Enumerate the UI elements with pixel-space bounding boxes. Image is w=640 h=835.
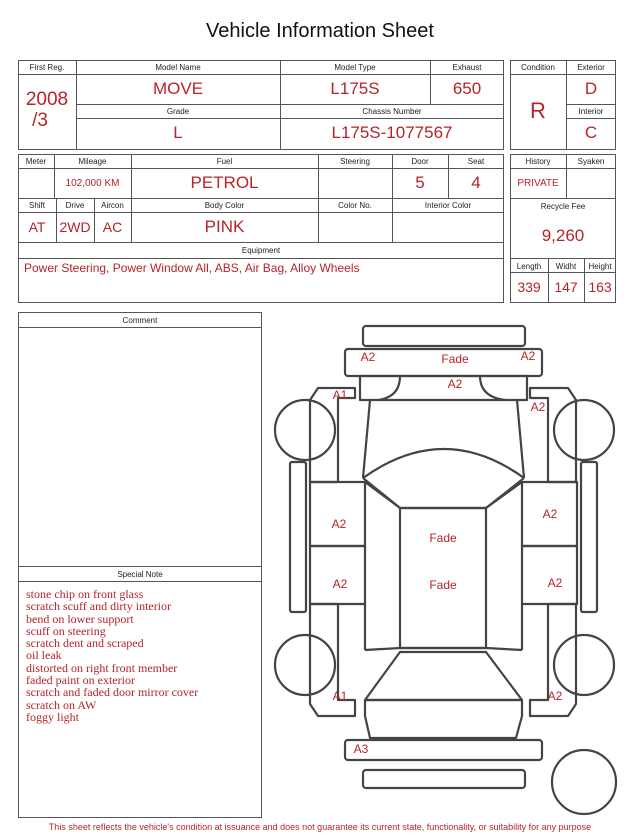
mark-roof-rear: Fade	[429, 578, 457, 592]
equipment-label: Equipment	[241, 246, 281, 255]
condition-value: R	[530, 98, 546, 123]
right-front-wheel	[554, 400, 614, 460]
fuel-label: Fuel	[216, 157, 233, 166]
comment-label: Comment	[122, 316, 158, 325]
mark-front-bumper-left: A2	[360, 350, 376, 364]
mark-left-front-fender: A1	[332, 388, 348, 402]
first-reg-label: First Reg.	[29, 63, 65, 72]
seat-value: 4	[471, 173, 481, 192]
first-reg-month: /3	[32, 110, 48, 131]
special-note-item: scratch dent and scraped	[26, 636, 144, 651]
history-label: History	[525, 157, 551, 166]
rear-bumper-panel	[345, 740, 542, 760]
mark-left-rear-door: A2	[332, 577, 348, 591]
condition-label: Condition	[521, 63, 555, 72]
special-note-item: scratch scuff and dirty interior	[26, 599, 172, 614]
special-note-item: faded paint on exterior	[26, 673, 135, 688]
mark-right-front-door: A2	[542, 507, 558, 521]
special-note-item: stone chip on front glass	[26, 587, 144, 601]
steering-label: Steering	[340, 157, 370, 166]
mark-rear-bumper: A3	[353, 742, 369, 756]
equipment-value: Power Steering, Power Window All, ABS, Air Bag, Alloy Wheels	[24, 261, 360, 275]
meter-label: Meter	[25, 157, 47, 166]
mark-left-rear-quarter: A1	[332, 689, 348, 703]
first-reg-year: 2008	[25, 89, 69, 110]
length-label: Length	[516, 262, 542, 271]
right-rear-door-panel	[522, 546, 577, 604]
left-rear-wheel	[275, 635, 335, 695]
mark-left-front-door: A2	[331, 517, 347, 531]
special-note-item: oil leak	[26, 648, 62, 663]
height-value: 163	[588, 279, 612, 295]
spare-wheel	[552, 750, 616, 814]
mark-right-rear-quarter: A2	[547, 689, 563, 703]
left-rear-door-panel	[310, 546, 365, 604]
drive-value: 2WD	[59, 219, 91, 235]
interior-color-label: Interior Color	[424, 201, 472, 210]
grade-value: L	[173, 123, 183, 142]
recycle-fee-value: 9,260	[541, 226, 585, 245]
special-note-item: foggy light	[26, 709, 79, 724]
length-value: 339	[517, 279, 541, 295]
chassis-number-label: Chassis Number	[362, 107, 422, 116]
color-no-label: Color No.	[338, 201, 372, 210]
special-note-item: scratch on AW	[26, 697, 97, 712]
body-color-label: Body Color	[204, 201, 245, 210]
drive-label: Drive	[65, 201, 85, 210]
model-name-value: MOVE	[152, 79, 204, 98]
special-note-item: scratch and faded door mirror cover	[26, 685, 199, 700]
recycle-fee-label: Recycle Fee	[540, 202, 586, 211]
door-value: 5	[415, 173, 425, 192]
right-rear-wheel	[554, 635, 614, 695]
left-front-wheel	[275, 400, 335, 460]
syaken-label: Syaken	[577, 157, 605, 166]
aircon-value: AC	[102, 219, 123, 235]
body-color-value: PINK	[204, 217, 245, 236]
model-name-label: Model Name	[155, 63, 201, 72]
mark-front-bumper-center: Fade	[441, 352, 469, 366]
seat-label: Seat	[467, 157, 485, 166]
aircon-label: Aircon	[101, 201, 124, 210]
rear-hatch-panel	[365, 700, 522, 738]
special-note-item: distorted on right front member	[26, 660, 178, 675]
left-front-door-panel	[310, 482, 365, 546]
mileage-label: Mileage	[78, 157, 107, 166]
special-note-item: scuff on steering	[26, 623, 106, 638]
mark-front-bumper-right: A2	[520, 349, 536, 363]
special-note-label: Special Note	[117, 570, 163, 579]
shift-label: Shift	[28, 201, 45, 210]
door-label: Door	[411, 157, 429, 166]
grade-label: Grade	[166, 107, 190, 116]
model-type-value: L175S	[330, 79, 380, 98]
interior-label: Interior	[578, 107, 604, 116]
fuel-value: PETROL	[190, 173, 259, 192]
exterior-label: Exterior	[577, 63, 605, 72]
special-note-item: bend on lower support	[26, 611, 134, 626]
shift-value: AT	[28, 219, 46, 235]
exhaust-value: 650	[452, 79, 482, 98]
interior-value: C	[584, 123, 598, 142]
width-value: 147	[554, 279, 578, 295]
model-type-label: Model Type	[334, 63, 376, 72]
rear-garnish-panel	[363, 770, 525, 788]
mark-right-rear-door: A2	[547, 576, 563, 590]
width-label: Widht	[555, 262, 577, 271]
sheet-title: Vehicle Information Sheet	[206, 20, 434, 42]
mark-hood: A2	[447, 377, 463, 391]
front-grille-panel	[363, 326, 525, 346]
mark-roof-front: Fade	[429, 531, 457, 545]
hood-panel	[360, 376, 527, 400]
history-value: PRIVATE	[517, 178, 559, 189]
exhaust-label: Exhaust	[452, 63, 482, 72]
height-label: Height	[588, 262, 612, 271]
exterior-value: D	[584, 79, 598, 98]
disclaimer-footer: This sheet reflects the vehicle's condition at issuance and does not guarantee its current state, functionality, or suitability for any purpose	[48, 822, 592, 832]
mileage-value: 102,000 KM	[65, 178, 120, 189]
chassis-number-value: L175S-1077567	[331, 123, 453, 142]
mark-right-front-fender: A2	[530, 400, 546, 414]
